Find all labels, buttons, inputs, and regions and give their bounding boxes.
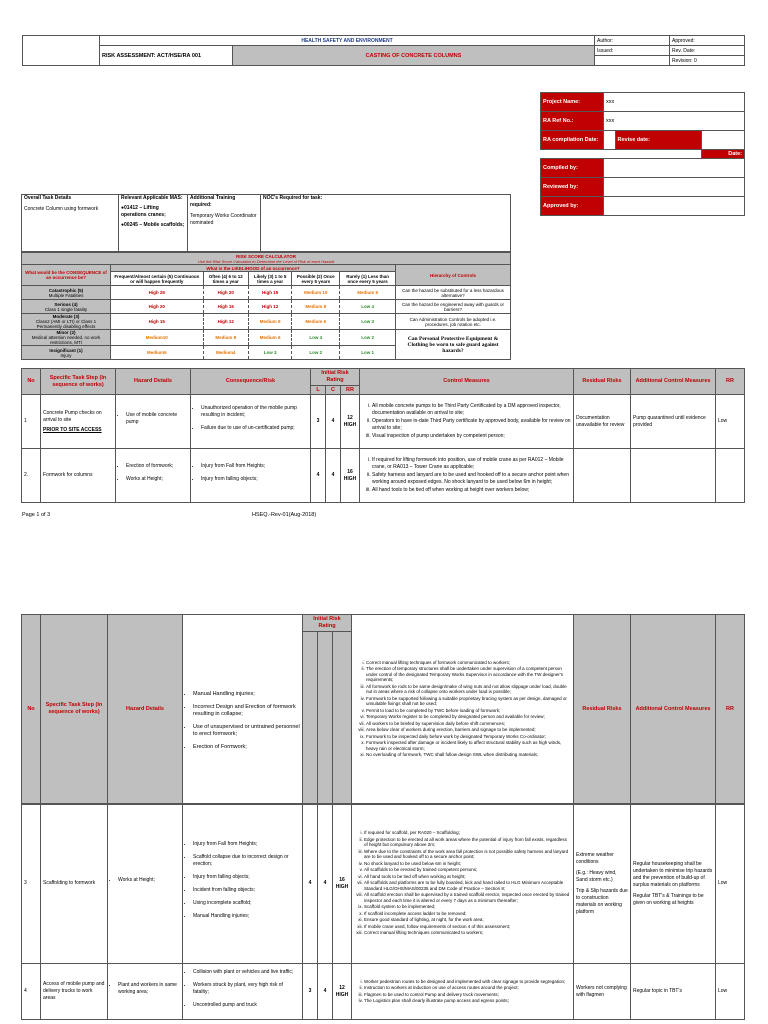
org-title: HEALTH SAFETY AND ENVIRONMENT (100, 36, 595, 46)
row-no: 1 (22, 395, 41, 449)
control-item: ii. Instruction to workers at induction on use of access routes around the project; (364, 985, 571, 991)
hazard-item: • Plant and workers in same working area; (118, 982, 180, 996)
compiled-by-label: Compiled by: (541, 159, 604, 178)
consequence-value: 4 (326, 449, 341, 503)
risk-cell: Medium4 (203, 346, 248, 360)
col-rr: RR (716, 615, 745, 804)
risk-cell: Medium 10 (292, 286, 340, 300)
control-item: v. All scaffolds to be erected by trained competent persons; (364, 867, 571, 873)
control-item: vii. All workers to be briefed by supervision daily before shift commences; (366, 721, 571, 727)
col-additional: Additional Control Measures (631, 615, 716, 804)
control-item: v. Permit to load to be completed by TWC before loading of formwork; (366, 708, 571, 714)
doc-revision: HSEQ.-Rev-01(Aug-2018) (252, 512, 317, 518)
hierarchy-control: Can the hazard be engineered away with guards or barriers? (396, 300, 511, 314)
control-item: ii. Operators to have in-date Third Party certificate by approved body, available for review on arrival to site; (372, 418, 571, 432)
likelihood-value: 3 (303, 964, 318, 1020)
table-row (22, 964, 745, 1020)
control-item: vi. All hand tools to be tied off when working at height; (364, 874, 571, 880)
project-name-value: xxx (604, 93, 745, 112)
control-item: iv. Formwork to be supported following a suitable proprietary bracing system as per design, damaged or unsuitable fixings shall not be used; (366, 696, 571, 707)
date-label: Date: (701, 150, 744, 159)
risk-cell: Medium5 (111, 346, 204, 360)
likelihood-value: 3 (311, 395, 326, 449)
risk-table-page2 (21, 614, 745, 1020)
control-item: i. If required for scaffold, per RA020 – Scaffolding; (364, 830, 571, 836)
col-no: No (22, 615, 41, 804)
residual-rating: Low (716, 804, 745, 964)
likelihood-col: Likely (3) 1 to 5 times a year (248, 272, 291, 286)
consequence-value: 4 (318, 804, 333, 964)
overall-task-value: Concrete Column using formwork (24, 206, 99, 212)
likelihood-col: Frequent/Almost certain (5) Continuous or will happen frequently (111, 272, 204, 286)
table-row (22, 395, 745, 449)
residual-rating: Low (716, 395, 745, 449)
additional-control: Pump quarantined until evidence provided (631, 395, 716, 449)
revision-label: Revision: 0 (670, 56, 745, 66)
consequence-label: Insignificant (1) (49, 347, 83, 353)
control-item: ii. The erection of temporary structures shall be undertaken under supervision of a competent person under control of the designated Temporary Works Supervisor in accordance with the TW designer's requirements; (366, 666, 571, 683)
risk-rating: 16 HIGH (341, 449, 360, 503)
control-item: i. All mobile concrete pumps to be Third Party Certificated by a DM approved inspector, documentation available on arrival to site; (372, 403, 571, 417)
task-step-note: PRIOR TO SITE ACCESS (43, 426, 102, 433)
col-rr: RR (716, 369, 745, 395)
risk-cell: Medium10 (111, 330, 204, 346)
page1-header (22, 35, 745, 66)
calc-title: RISK SCORE CALCULATOR (235, 253, 297, 259)
col-control: Control Measures (360, 369, 574, 395)
col-residual: Residual Risks (574, 369, 631, 395)
risk-cell: Low 4 (292, 330, 340, 346)
risk-cell: High 20 (111, 300, 204, 314)
consequence-item: • Scaffold collapse due to incorrect design or erection; (193, 854, 300, 868)
consequence-item: • Use of unsupervised or untrained personnel to erect formwork; (193, 724, 300, 738)
consequence-item: • Injury from Fall from Heights; (193, 841, 300, 848)
risk-cell: Medium 6 (292, 314, 340, 330)
hierarchy-control: Can Administration Controls be adopted i.e. procedures, job rotation etc. (396, 314, 511, 330)
control-item: viii. Area below clear of workers during erection, barriers and signage to be implemented; (366, 727, 571, 733)
overall-task-label: Overall Task Details (24, 195, 72, 201)
col-hazard: Hazard Details (116, 369, 191, 395)
likelihood-col: Often (4) 6 to 12 times a year (203, 272, 248, 286)
consequence-item: • Uncontrolled pump and truck (193, 1002, 300, 1009)
risk-cell: Low 3 (248, 346, 291, 360)
risk-cell: Low 2 (340, 330, 396, 346)
consequence-item: • Injury from falling objects; (201, 476, 308, 483)
likelihood-question: What is the LIKELIHOOD of an occurrence? (111, 265, 396, 272)
control-item: iv. The Logistics plan shall clearly illustrate pump access and egress points; (364, 998, 571, 1004)
hazard-item: • Works at Height; (126, 476, 188, 483)
training-label: Additional Training required: (190, 195, 236, 208)
likelihood-col: Possible (2) Once every 5 years (292, 272, 340, 286)
row-no: 4 (22, 964, 41, 1020)
likelihood-value: 4 (303, 804, 318, 964)
table-row (22, 804, 745, 964)
approved-label: Approved: (670, 36, 745, 46)
control-item: i. Worker pedestrian routes to be designed and implemented with clear signage to provide segregation; (364, 979, 571, 985)
control-item: iii. Flagmen to be used to control Pump and delivery truck movements; (364, 992, 571, 998)
risk-rating: 12 HIGH (341, 395, 360, 449)
additional-control: Regular topic in TBT's (631, 964, 716, 1020)
col-task: Specific Task Step (In sequence of works) (41, 615, 108, 804)
risk-cell: High 25 (111, 286, 204, 300)
risk-rating: 16 HIGH (333, 804, 352, 964)
consequence-item: • Incorrect Design and Erection of formwork resulting in collapse; (193, 704, 300, 718)
col-task: Specific Task Step (In sequence of works) (41, 369, 116, 395)
col-initial-risk: Initial Risk Rating (303, 615, 352, 632)
consequence-value: 4 (318, 964, 333, 1020)
ra-label: RISK ASSESSMENT: ACT/HSE/RA 001 (100, 46, 233, 66)
consequence-sub: Multiple Fatalities (48, 292, 84, 298)
control-item: xi. Ensure good standard of lighting, at night, for the work area; (364, 917, 571, 923)
training-value: Temporary Works Coordinator nominated (190, 213, 257, 226)
consequence-label: Minor (2) (56, 330, 76, 335)
row-no: 3 (22, 804, 41, 964)
consequence-sub: Class2 (AMI or LTI) or Class 1 Permanently disabling effects (35, 319, 97, 329)
task-step: Formwork for columns (41, 449, 116, 503)
page-number: Page 1 of 3 (22, 512, 51, 518)
control-item: i. Correct manual lifting techniques of formwork communicated to workers; (366, 660, 571, 666)
risk-rating: 12 HIGH (333, 964, 352, 1020)
hazard-item: • Works at Height; (118, 877, 180, 884)
control-item: x. If scaffold incomplete access ladder to be removed; (364, 911, 571, 917)
risk-cell: High 12 (203, 314, 248, 330)
risk-cell: Low 1 (340, 346, 396, 360)
consequence-item: • Manual Handling injuries; (193, 691, 300, 698)
residual-rating: Low (716, 964, 745, 1020)
residual-risk: Workers not complying with flagmen (574, 964, 631, 1020)
consequence-sub: Class 1 single fatality (44, 306, 88, 312)
additional-control: Regular housekeeping shall be undertaken to minimise trip hazards and the prevention of build-up of surplus materials on platforms (633, 860, 713, 888)
risk-cell: Low 4 (340, 300, 396, 314)
control-item: iii. All hand tools to be tied off when working at height over workers below; (372, 487, 571, 494)
hierarchy-control: Can the hazard be substituted for a less hazardous alternative? (396, 286, 511, 300)
consequence-value: 4 (326, 395, 341, 449)
consequence-question: What would be the CONSEQUENCE of an occurrence be? (22, 265, 111, 286)
risk-cell: Low 3 (340, 314, 396, 330)
risk-table-page1 (21, 368, 745, 503)
consequence-sub: Medical attention needed, no work restrictions, MTI (31, 335, 101, 345)
risk-cell: High 20 (203, 286, 248, 300)
col-hazard: Hazard Details (108, 615, 183, 804)
noc-label: NOC's Required for task: (261, 195, 511, 252)
control-item: ix. Scaffold system to be implemented; (364, 904, 571, 910)
control-item: iii. All formwork tie rods to be same design/make of wing nuts and not allow slippage under load, double nut in areas where a risk of collapse onto workers under load is possible; (366, 684, 571, 695)
col-rr-initial: RR (341, 386, 360, 395)
calc-subtitle: Use the Risk Score Calculator to Determine the Level of Risk of each Hazard (197, 258, 335, 264)
task-step: Access of mobile pump and delivery trucks to work areas (41, 964, 108, 1020)
compilation-date-label: RA compilation Date: (541, 131, 604, 150)
risk-cell: High 12 (248, 300, 291, 314)
residual-risk: Trip & Slip hazards due to construction materials on working platform (576, 887, 628, 915)
table-row (22, 449, 745, 503)
consequence-item: • Using incomplete scaffold; (193, 900, 300, 907)
task-step: Concrete Pump checks on arrival to site (43, 409, 102, 423)
control-item: vi. Temporary Works register to be completed by designated person and available for review; (366, 714, 571, 720)
consequence-item: • Injury from Fall from Heights; (201, 463, 308, 470)
control-item: viii. All scaffold erection shall be supervised by a trained scaffold erector, inspected once erected by trained inspector and each time it is altered or every 7 days as a minimum thereafter; (364, 892, 571, 903)
control-item: xiii. Correct manual lifting techniques communicated to workers; (364, 930, 571, 936)
consequence-sub: Injury (60, 352, 72, 358)
hierarchy-title: Hierarchy of Controls (396, 265, 511, 286)
mas-label: Relevant Applicable MAS: (121, 195, 183, 201)
task-step: Scaffolding to formwork (41, 804, 108, 964)
consequence-item: • Erection of Formwork; (193, 744, 300, 751)
risk-cell: High 15 (111, 314, 204, 330)
risk-cell: Medium 5 (340, 286, 396, 300)
consequence-label: Serious (4) (54, 301, 78, 307)
consequence-item: • Collision with plant or vehicles and live traffic; (193, 969, 300, 976)
hierarchy-control: Can Personal Protective Equipment & Clothing be worn to safe guard against hazards? (396, 330, 511, 360)
risk-cell: High 15 (248, 286, 291, 300)
control-item: ii. Edge protection to be erected at all work areas where the potential of injury from fall exists, regardless of height but compulsory above 2m; (364, 837, 571, 848)
control-item: iii. Where due to the constraints of the work area fall protection is not possible safety harness and lanyard are to be used and hooked off to a secure anchor point; (364, 849, 571, 860)
reviewed-by-label: Reviewed by: (541, 178, 604, 197)
task-details (21, 194, 511, 252)
risk-cell: High 16 (203, 300, 248, 314)
revise-date-label: Revise date: (615, 131, 701, 150)
control-item: iv. No shock lanyard to be used below 6m in height; (364, 861, 571, 867)
row-no: 2. (22, 449, 41, 503)
mas-item: ●01412 – Lifting operations cranes; (121, 205, 166, 218)
approved-by-label: Approved by: (541, 197, 604, 216)
col-residual: Residual Risks (574, 615, 631, 804)
risk-score-calculator (21, 252, 511, 360)
control-item: xi. No overloading of formwork, TWC shall follow design SWL when distributing materials; (366, 752, 571, 758)
risk-cell: Medium 6 (248, 330, 291, 346)
control-item: iii. Visual inspection of pump undertaken by competent person; (372, 433, 571, 440)
consequence-item: • Manual Handling injuries; (193, 913, 300, 920)
control-item: xii. If mobile crane used, follow requirements of section 4 of this assessment; (364, 924, 571, 930)
residual-risk: Documentation unavailable for review (574, 395, 631, 449)
ra-title: CASTING OF CONCRETE COLUMNS (233, 46, 595, 66)
residual-risk: (E.g.: Heavy wind, Sand storm etc.) (576, 869, 617, 883)
likelihood-value: 4 (311, 449, 326, 503)
hazard-item: • Use of mobile concrete pump (126, 412, 188, 426)
control-item: vii. All scaffolds and platforms are to be fully boarded, kick and hand railed to HLG Minimum Acceptable Standard HLG/OHS/MAS/00235 and DM Code of Practice – Section 8; (364, 880, 571, 891)
ra-ref-value: xxx (604, 112, 745, 131)
col-additional: Additional Control Measures (631, 369, 716, 395)
issued-label: Issued: (595, 46, 670, 56)
likelihood-col: Rarely (1) Less than once every 5 years (340, 272, 396, 286)
control-item: i. If required for lifting formwork into position, use of mobile crane as per RA012 – Mobile crane, or RA013 – Tower Crane as applicable; (372, 457, 571, 471)
risk-cell: Medium 8 (203, 330, 248, 346)
control-item: x. Formwork inspected after damage or incident likely to affect structural stability such as high winds, heavy rain or electrical storm; (366, 740, 571, 751)
project-name-label: Project Name: (541, 93, 604, 112)
control-item: ii. Safety harness and lanyard are to be used and hooked off to a secure anchor point when working around exposed edges. No shock lanyard to be used below 6m in height; (372, 472, 571, 486)
author-label: Author: (595, 36, 670, 46)
additional-control: Regular TBT's & Trainings to be given on working at heights (633, 892, 704, 906)
consequence-item: • Workers struck by plant, very high risk of fatality; (193, 982, 300, 996)
consequence-item: • Unauthorized operation of the mobile pump resulting in incident; (201, 405, 308, 419)
consequence-item: • Incident from falling objects; (193, 887, 300, 894)
consequence-item: • Failure due to use of un-certificated pump; (201, 425, 308, 432)
project-info (540, 92, 745, 216)
ra-ref-label: RA Ref No.: (541, 112, 604, 131)
residual-risk: Extreme weather conditions (576, 851, 614, 865)
mas-item: ●00245 – Mobile scaffolds; (121, 222, 185, 228)
consequence-label: Moderate (3) (52, 314, 80, 319)
risk-cell: Low 2 (292, 346, 340, 360)
risk-cell: Medium 8 (292, 300, 340, 314)
col-no: No (22, 369, 41, 395)
consequence-item: • Injury from falling objects; (193, 874, 300, 881)
control-item: ix. Formwork to be inspected daily before work by designated Temporary Works Co-ordinator; (366, 734, 571, 740)
hazard-item: • Erection of formwork; (126, 463, 188, 470)
consequence-label: Catastrophic (5) (48, 287, 84, 293)
col-initial-risk: Initial Risk Rating (311, 369, 360, 386)
rev-date-label: Rev. Date: (670, 46, 745, 56)
col-consequence: Consequence/Risk (191, 369, 311, 395)
risk-cell: Medium 9 (248, 314, 291, 330)
col-c: C (326, 386, 341, 395)
col-l: L (311, 386, 326, 395)
